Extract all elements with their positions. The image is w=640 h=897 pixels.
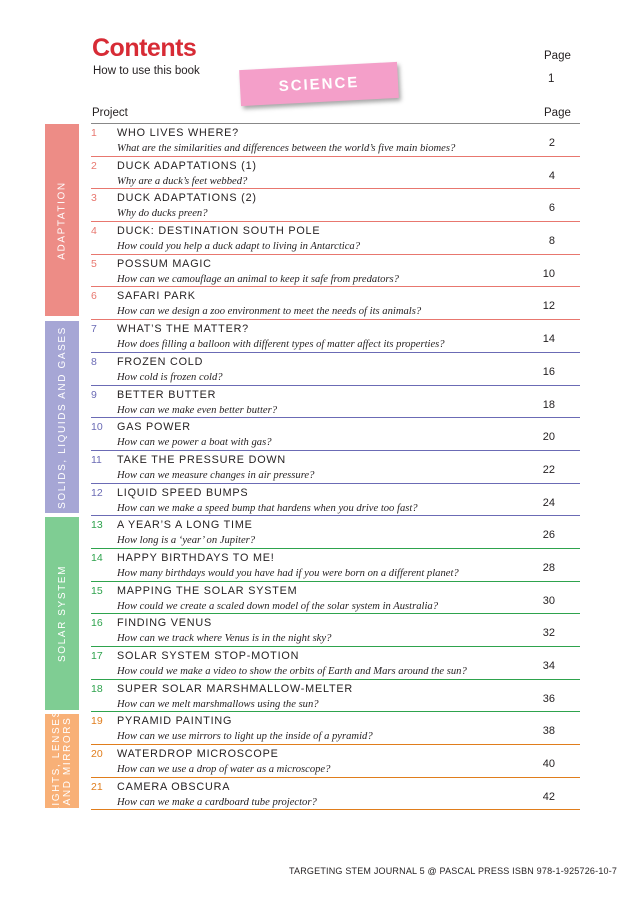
contents-row[interactable] [91, 712, 580, 745]
project-question: How can we track where Venus is in the night sky? [117, 633, 332, 645]
contents-row[interactable] [91, 189, 580, 222]
project-title: DUCK: DESTINATION SOUTH POLE [117, 225, 321, 238]
project-title: A YEAR’S A LONG TIME [117, 519, 253, 532]
how-to-use-link[interactable]: How to use this book [93, 65, 200, 77]
project-title: CAMERA OBSCURA [117, 780, 231, 793]
project-number: 16 [91, 617, 103, 630]
project-number: 9 [91, 388, 97, 401]
section-tab-label: ADAPTATION [56, 180, 68, 260]
project-title: SAFARI PARK [117, 290, 196, 303]
project-question: How long is a ‘year’ on Jupiter? [117, 535, 256, 547]
project-number: 14 [91, 551, 103, 564]
project-number: 12 [91, 486, 103, 499]
section-tab-label: SOLAR SYSTEM [56, 564, 68, 662]
contents-row[interactable] [91, 418, 580, 451]
project-title: SOLAR SYSTEM STOP-MOTION [117, 650, 300, 662]
project-number: 4 [91, 225, 97, 238]
project-number: 10 [91, 421, 103, 434]
project-title: TAKE THE PRESSURE DOWN [117, 453, 286, 466]
project-question: What are the similarities and differences between the world’s five main biomes? [117, 143, 456, 154]
project-page-number: 26 [542, 529, 555, 542]
project-question: How can we measure changes in air pressure? [117, 469, 315, 481]
project-question: How could we make a video to show the orbits of Earth and Mars around the sun? [117, 666, 467, 677]
project-page-number: 34 [542, 660, 555, 672]
contents-row[interactable] [91, 287, 580, 320]
project-number: 20 [91, 748, 103, 761]
contents-row[interactable] [91, 353, 580, 386]
project-page-number: 18 [542, 398, 555, 411]
project-page-number: 32 [542, 627, 555, 640]
contents-row[interactable] [91, 745, 580, 778]
section-tab-solar [45, 517, 79, 709]
project-number: 7 [91, 323, 97, 336]
contents-row[interactable] [91, 516, 580, 549]
project-title: HAPPY BIRTHDAYS TO ME! [117, 551, 275, 564]
project-question: How cold is frozen cold? [117, 371, 223, 383]
project-page-number: 40 [542, 758, 555, 771]
project-question: How many birthdays would you have had if you were born on a different planet? [117, 567, 459, 579]
project-question: How can we make even better butter? [117, 404, 278, 416]
contents-row[interactable] [91, 386, 580, 419]
contents-row[interactable] [91, 484, 580, 517]
contents-row[interactable] [91, 582, 580, 615]
project-number: 15 [91, 584, 103, 597]
contents-row[interactable] [91, 255, 580, 288]
project-title: BETTER BUTTER [117, 388, 217, 401]
project-page-number: 10 [542, 267, 555, 280]
project-number: 11 [91, 453, 102, 466]
project-number: 8 [91, 355, 97, 368]
project-number: 13 [91, 519, 103, 532]
project-question: Why are a duck’s feet webbed? [117, 175, 248, 187]
project-question: How could we create a scaled down model of the solar system in Australia? [117, 600, 439, 612]
contents-row[interactable] [91, 680, 580, 713]
project-title: FINDING VENUS [117, 617, 212, 630]
section-tab-solids [45, 321, 79, 513]
project-number: 5 [91, 257, 97, 270]
project-title: LIQUID SPEED BUMPS [117, 486, 249, 499]
contents-row[interactable] [91, 124, 580, 157]
footer-credit: TARGETING STEM JOURNAL 5 @ PASCAL PRESS ISBN 978-1-925726-10-7 [289, 866, 618, 876]
project-question: How can we use mirrors to light up the inside of a pyramid? [117, 731, 373, 743]
contents-row[interactable] [91, 451, 580, 484]
project-number: 6 [91, 290, 97, 303]
project-title: FROZEN COLD [117, 355, 204, 368]
project-number: 17 [91, 650, 103, 662]
science-banner [239, 62, 399, 106]
project-page-number: 14 [542, 333, 555, 346]
section-tab-label: LIGHTS, LENSES AND MIRRORS [51, 708, 74, 813]
section-tab-adaptation [45, 124, 79, 316]
project-title: GAS POWER [117, 421, 191, 434]
project-title: SUPER SOLAR MARSHMALLOW-MELTER [117, 682, 353, 695]
project-page-number: 22 [542, 463, 555, 476]
project-title: DUCK ADAPTATIONS (1) [117, 159, 257, 172]
contents-row[interactable] [91, 647, 580, 680]
project-page-number: 4 [548, 169, 555, 182]
project-number: 18 [91, 682, 103, 695]
contents-row[interactable] [91, 222, 580, 255]
project-title: WHO LIVES WHERE? [117, 127, 239, 139]
project-number: 19 [91, 715, 103, 728]
project-question: How does filling a balloon with different types of matter affect its properties? [117, 339, 445, 351]
project-page-number: 42 [542, 790, 555, 803]
project-column-heading: Project [92, 107, 128, 119]
project-number: 2 [91, 159, 97, 172]
project-title: WATERDROP MICROSCOPE [117, 748, 279, 761]
project-title: PYRAMID PAINTING [117, 715, 233, 728]
project-question: How can we camouflage an animal to keep it safe from predators? [117, 273, 399, 285]
project-question: How could you help a duck adapt to living in Antarctica? [117, 241, 361, 253]
project-page-number: 38 [542, 725, 555, 738]
project-page-number: 16 [542, 365, 555, 378]
project-page-number: 28 [542, 561, 555, 574]
project-page-number: 8 [548, 235, 555, 248]
project-page-number: 24 [542, 496, 555, 509]
project-question: How can we make a speed bump that hardens when you drive too fast? [117, 502, 418, 514]
project-number: 1 [91, 127, 97, 139]
project-number: 3 [91, 192, 97, 205]
how-to-use-page-number: 1 [548, 73, 555, 85]
project-question: Why do ducks preen? [117, 208, 208, 220]
project-number: 21 [91, 780, 103, 793]
project-title: POSSUM MAGIC [117, 257, 212, 270]
section-tab-lights [45, 708, 79, 813]
project-title: DUCK ADAPTATIONS (2) [117, 192, 257, 205]
project-title: WHAT’S THE MATTER? [117, 323, 249, 336]
science-banner-label: SCIENCE [278, 73, 360, 95]
page-column-heading: Page [544, 50, 571, 62]
project-question: How can we make a cardboard tube projector? [117, 796, 317, 808]
contents-row[interactable] [91, 778, 580, 811]
project-question: How can we design a zoo environment to meet the needs of its animals? [117, 306, 422, 318]
project-question: How can we power a boat with gas? [117, 437, 272, 449]
project-title: MAPPING THE SOLAR SYSTEM [117, 584, 298, 597]
project-question: How can we melt marshmallows using the sun? [117, 698, 319, 710]
section-tab-label: SOLIDS, LIQUIDS AND GASES [56, 325, 68, 509]
project-page-number: 6 [548, 202, 555, 215]
project-page-number: 36 [542, 692, 555, 705]
contents-table [91, 124, 580, 810]
contents-row[interactable] [91, 614, 580, 647]
project-page-number: 2 [548, 137, 555, 149]
project-question: How can we use a drop of water as a microscope? [117, 764, 331, 776]
project-page-number: 20 [542, 431, 555, 444]
project-page-number: 30 [542, 594, 555, 607]
project-page-number: 12 [542, 300, 555, 313]
page-title: Contents [92, 34, 197, 62]
page-column-heading-2: Page [544, 107, 571, 119]
contents-row[interactable] [91, 320, 580, 353]
contents-row[interactable] [91, 157, 580, 190]
contents-row[interactable] [91, 549, 580, 582]
